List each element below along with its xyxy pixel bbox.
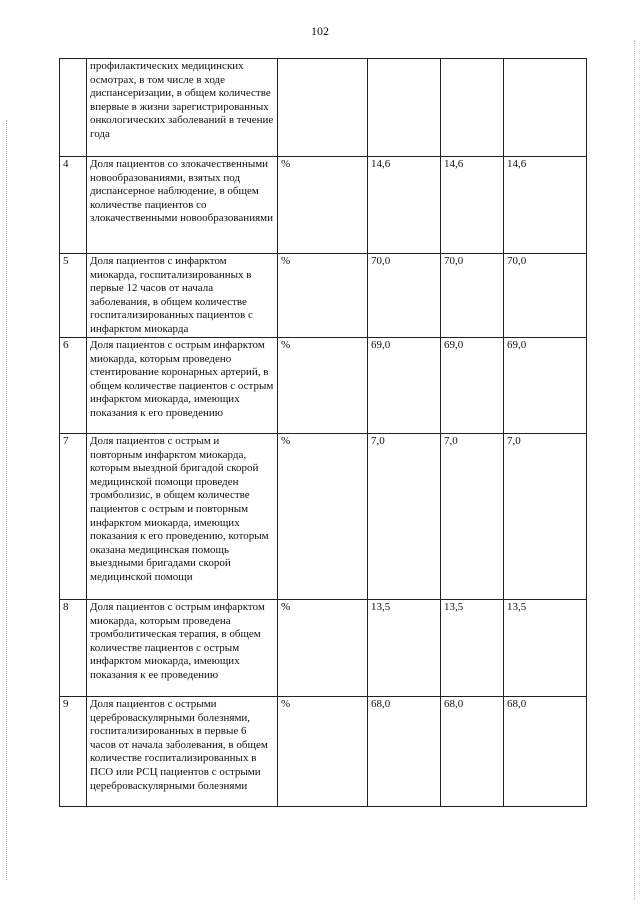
indicator-name: Доля пациентов с острым инфарктом миокарда, которым проведено стентирование коронарных артерий, в общем количестве пациентов с острым инфарктом миокарда, имеющих показания к его проведению bbox=[87, 338, 278, 434]
scan-edge-right bbox=[634, 40, 636, 900]
value-cell: 13,5 bbox=[441, 600, 504, 697]
value-cell: 69,0 bbox=[441, 338, 504, 434]
unit-cell bbox=[278, 59, 368, 157]
value-cell bbox=[504, 59, 587, 157]
value-cell: 14,6 bbox=[504, 157, 587, 254]
row-number: 8 bbox=[60, 600, 87, 697]
value-cell: 7,0 bbox=[368, 434, 441, 600]
value-cell: 69,0 bbox=[504, 338, 587, 434]
table-row bbox=[60, 254, 587, 338]
indicator-name: Доля пациентов с острыми цереброваскулярными болезнями, госпитализированных в первые 6 часов от начала заболевания, в общем количестве госпитализированных в ПСО или РСЦ пациентов с острыми цереброваскулярными болезнями bbox=[87, 697, 278, 807]
value-cell: 13,5 bbox=[368, 600, 441, 697]
unit-cell: % bbox=[278, 254, 368, 338]
unit-cell: % bbox=[278, 157, 368, 254]
table-row bbox=[60, 697, 587, 807]
unit-cell: % bbox=[278, 434, 368, 600]
row-number bbox=[60, 59, 87, 157]
value-cell bbox=[368, 59, 441, 157]
value-cell: 14,6 bbox=[368, 157, 441, 254]
unit-cell: % bbox=[278, 600, 368, 697]
indicator-name: Доля пациентов с острым инфарктом миокарда, которым проведена тромболитическая терапия, в общем количестве пациентов с острым инфарктом миокарда, имеющих показания к ее проведению bbox=[87, 600, 278, 697]
page-number: 102 bbox=[311, 24, 329, 38]
indicator-name: профилактических медицинских осмотрах, в том числе в ходе диспансеризации, в общем количестве впервые в жизни зарегистрированных онкологических заболеваний в течение года bbox=[87, 59, 278, 157]
value-cell: 7,0 bbox=[441, 434, 504, 600]
table-row bbox=[60, 338, 587, 434]
value-cell: 69,0 bbox=[368, 338, 441, 434]
table-row bbox=[60, 600, 587, 697]
indicator-name: Доля пациентов со злокачественными новообразованиями, взятых под диспансерное наблюдение, в общем количестве пациентов со злокачественными новообразованиями bbox=[87, 157, 278, 254]
scan-edge-left bbox=[6, 120, 8, 880]
value-cell bbox=[441, 59, 504, 157]
table-row bbox=[60, 157, 587, 254]
table-row bbox=[60, 59, 587, 157]
value-cell: 70,0 bbox=[504, 254, 587, 338]
row-number: 7 bbox=[60, 434, 87, 600]
indicator-table bbox=[59, 58, 587, 807]
value-cell: 68,0 bbox=[504, 697, 587, 807]
row-number: 9 bbox=[60, 697, 87, 807]
indicator-name: Доля пациентов с острым и повторным инфарктом миокарда, которым выездной бригадой скорой медицинской помощи проведен тромболизис, в общем количестве пациентов с острым и повторным инфарктом миокарда, имеющих показания к его проведению, которым оказана медицинская помощь выездными бригадами скорой медицинской помощи bbox=[87, 434, 278, 600]
row-number: 6 bbox=[60, 338, 87, 434]
unit-cell: % bbox=[278, 338, 368, 434]
row-number: 4 bbox=[60, 157, 87, 254]
value-cell: 68,0 bbox=[441, 697, 504, 807]
table-row bbox=[60, 434, 587, 600]
value-cell: 70,0 bbox=[368, 254, 441, 338]
value-cell: 68,0 bbox=[368, 697, 441, 807]
value-cell: 70,0 bbox=[441, 254, 504, 338]
value-cell: 13,5 bbox=[504, 600, 587, 697]
indicator-name: Доля пациентов с инфарктом миокарда, госпитализированных в первые 12 часов от начала заболевания, в общем количестве госпитализированных пациентов с инфарктом миокарда bbox=[87, 254, 278, 338]
unit-cell: % bbox=[278, 697, 368, 807]
row-number: 5 bbox=[60, 254, 87, 338]
value-cell: 7,0 bbox=[504, 434, 587, 600]
value-cell: 14,6 bbox=[441, 157, 504, 254]
